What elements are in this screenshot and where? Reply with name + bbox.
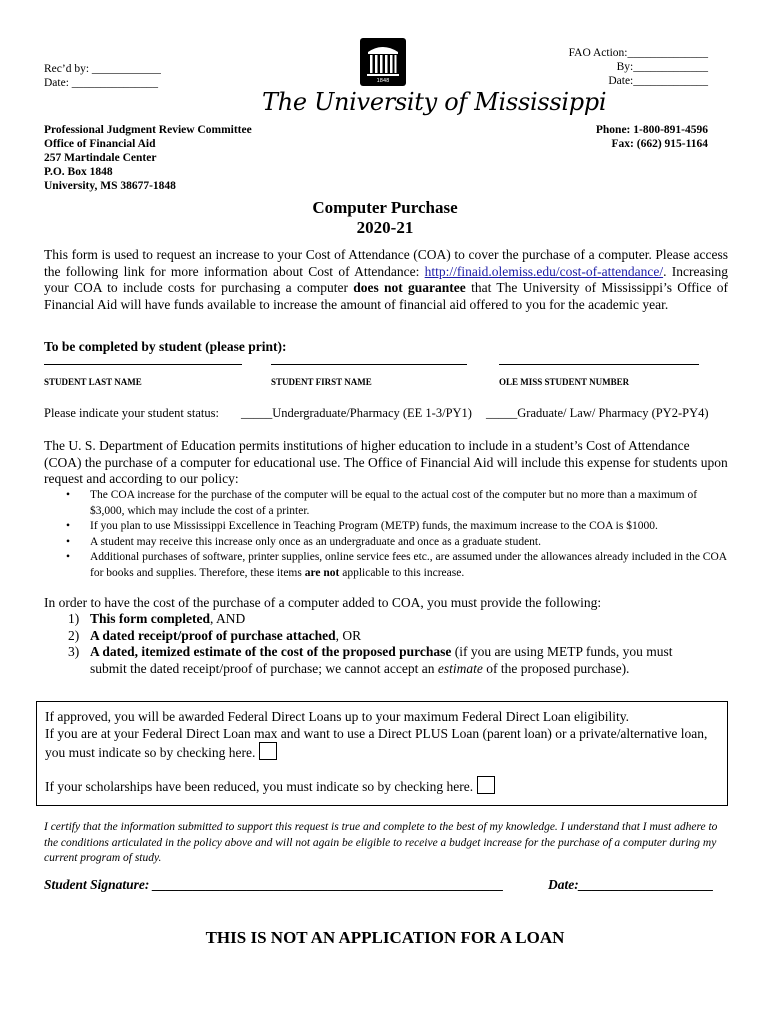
fao-action-field[interactable]: FAO Action:______________ <box>568 47 708 59</box>
intro-text-b: . Increasing your COA to include costs for purchasing a computer <box>44 263 728 295</box>
university-seal-logo <box>358 36 408 88</box>
signature-date-field[interactable]: Date:____________________ <box>548 877 714 892</box>
requirement-3-italic: estimate <box>437 660 483 676</box>
fao-by-field[interactable]: By:_____________ <box>616 61 708 73</box>
requirement-1-rest: , AND <box>209 611 246 626</box>
intro-text-a: This form is used to request an increase to your Cost of Attendance (COA) to cover the purchase of a computer. Please access the following link for more information about Cost of Attendance: <box>44 247 728 279</box>
office-contact <box>596 123 708 151</box>
policy-intro: The U. S. Department of Education permits institutions of higher education to include in a student’s Cost of Attendance (COA) the purchase of a computer for educational use. The Office of Financial Aid will include this expense for students upon request and according to our policy: <box>44 438 728 486</box>
fao-date-field[interactable]: Date:_____________ <box>608 75 708 87</box>
office-line4: P.O. Box 1848 <box>44 166 113 178</box>
requirement-2 <box>44 628 704 645</box>
requirement-2-rest: , OR <box>335 627 362 643</box>
requirement-3-bold: A dated, itemized estimate of the cost of the proposed purchase <box>90 644 452 659</box>
requirements-list <box>44 611 704 677</box>
coa-link[interactable]: http://finaid.olemiss.edu/cost-of-attendance/ <box>424 263 664 279</box>
plus-loan-checkbox[interactable] <box>259 742 277 760</box>
requirement-3-number: 3) <box>68 644 80 659</box>
certification-statement: I certify that the information submitted to support this request is true and complete to the best of my knowledge. I understand that I must adhere to the conditions articulated in the policy above and will not again be eligible to receive a budget increase for the purchase of a computer during my current program of study. <box>44 821 718 864</box>
requirement-2-number: 2) <box>68 627 80 643</box>
logo-year: 1848 <box>376 78 390 84</box>
office-line1: Professional Judgment Review Committee <box>44 124 252 136</box>
first-name-input-line[interactable] <box>271 364 467 365</box>
requirement-3-rest-b: of the proposed purchase). <box>482 660 630 676</box>
requirement-3-rest-a: (if you are using METP funds, you must submit the dated receipt/proof of purchase; we cannot accept an <box>90 644 673 676</box>
intro-text-c: that The University of Mississippi’s Office of Financial Aid will have funds available to increase the amount of financial aid offered to you for the academic year. <box>44 280 728 312</box>
box-scholarship-text: If your scholarships have been reduced, you must indicate so by checking here. <box>45 778 474 794</box>
policy-bullet-3: • A student may receive this increase only once as an undergraduate and once as a graduate student. <box>44 535 728 551</box>
requirement-2-bold: A dated receipt/proof of purchase attached <box>90 627 336 643</box>
status-prompt: Please indicate your student status: <box>44 406 219 420</box>
bullet4-bold: are not <box>304 566 340 579</box>
bullet4-text-b: applicable to this increase. <box>339 566 465 579</box>
status-option-undergrad[interactable]: _____Undergraduate/Pharmacy (EE 1-3/PY1) <box>241 406 472 420</box>
fao-block <box>569 46 708 88</box>
office-line3: 257 Martindale Center <box>44 152 157 164</box>
box-line-approval: If approved, you will be awarded Federal Direct Loans up to your maximum Federal Direct Loan eligibility. <box>45 709 629 724</box>
student-signature-field[interactable]: Student Signature: ____________________________________________________ <box>44 877 504 892</box>
scholarship-reduced-checkbox[interactable] <box>477 776 495 794</box>
received-block <box>44 62 161 90</box>
box-line-scholarship <box>45 776 721 796</box>
first-name-label: STUDENT FIRST NAME <box>271 377 372 387</box>
requirement-1 <box>44 611 704 628</box>
status-option-graduate[interactable]: _____Graduate/ Law/ Pharmacy (PY2-PY4) <box>486 406 709 420</box>
last-name-input-line[interactable] <box>44 364 242 365</box>
office-line2: Office of Financial Aid <box>44 138 156 150</box>
office-fax: Fax: (662) 915-1164 <box>611 138 708 150</box>
intro-paragraph <box>44 247 728 313</box>
box-plus-loan-text: If you are at your Federal Direct Loan max and want to use a Direct PLUS Loan (parent loan) or a private/alternative loan, you must indicate so by checking here. <box>45 725 708 760</box>
not-a-loan-notice: THIS IS NOT AN APPLICATION FOR A LOAN <box>205 928 565 947</box>
policy-bullet-1: • The COA increase for the purchase of the computer will be equal to the actual cost of the computer but no more than a maximum of $3,000, which may include the cost of a printer. <box>44 488 728 519</box>
recd-by-field[interactable]: Rec’d by: ____________ <box>44 63 161 75</box>
bullet4-text-a: Additional purchases of software, printer supplies, online service fees etc., are assumed under the allowances already included in the COA for books and supplies. Therefore, these items <box>90 551 727 579</box>
requirements-intro: In order to have the cost of the purchase of a computer added to COA, you must provide the following: <box>44 595 602 610</box>
recd-date-field[interactable]: Date: _______________ <box>44 77 159 89</box>
requirement-1-number: 1) <box>68 611 80 626</box>
student-section-heading: To be completed by student (please print): <box>44 339 287 354</box>
intro-bold: does not guarantee <box>353 280 466 295</box>
last-name-label: STUDENT LAST NAME <box>44 377 142 387</box>
form-title-line1: Computer Purchase <box>312 198 458 217</box>
loan-options-box <box>36 701 728 806</box>
office-phone: Phone: 1-800-891-4596 <box>595 124 708 136</box>
student-number-input-line[interactable] <box>499 364 699 365</box>
requirement-3 <box>44 644 704 677</box>
office-address <box>44 123 252 193</box>
form-title <box>0 198 770 238</box>
office-line5: University, MS 38677-1848 <box>44 180 176 192</box>
policy-bullet-list <box>44 488 728 581</box>
requirement-1-bold: This form completed <box>90 611 210 626</box>
box-line-plus-loan <box>45 726 721 762</box>
policy-bullet-4 <box>44 550 728 581</box>
university-wordmark: The University of Mississippi <box>262 88 607 116</box>
policy-bullet-2: • If you plan to use Mississippi Excellence in Teaching Program (METP) funds, the maximum increase to the COA is $1000. <box>44 519 728 535</box>
student-number-label: OLE MISS STUDENT NUMBER <box>499 377 630 387</box>
form-title-year: 2020-21 <box>356 218 414 237</box>
